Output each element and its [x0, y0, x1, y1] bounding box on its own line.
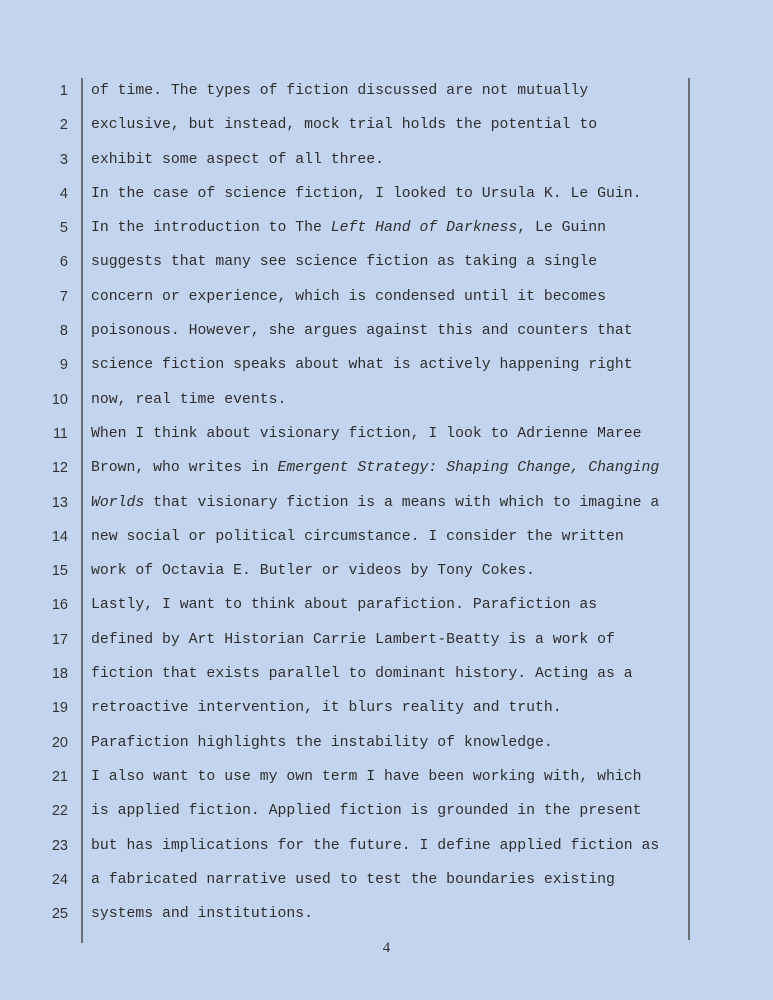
document-line: [0, 623, 773, 657]
document-line: [0, 417, 773, 451]
line-number: 19: [51, 700, 68, 717]
book-title: Emergent Strategy: Shaping Change, Changing: [277, 460, 660, 477]
document-line: [0, 554, 773, 588]
line-number: 12: [51, 460, 68, 477]
line-text: exclusive, but instead, mock trial holds the potential to: [91, 117, 598, 134]
document-line: [0, 897, 773, 931]
line-text: fiction that exists parallel to dominant history. Acting as a: [91, 666, 633, 683]
line-text: of time. The types of fiction discussed are not mutually: [91, 83, 589, 99]
line-number: 18: [51, 666, 68, 683]
document-line: [0, 760, 773, 794]
line-text: new social or political circumstance. I consider the written: [91, 528, 624, 545]
document-line: [0, 280, 773, 314]
document-line: [0, 794, 773, 828]
line-number: 9: [59, 357, 68, 374]
document-line: [0, 348, 773, 382]
document-line: [0, 691, 773, 725]
line-text: When I think about visionary fiction, I look to Adrienne Maree: [91, 425, 642, 442]
line-text: Brown, who writes in Emergent Strategy: Shaping Change, Changing: [91, 460, 660, 477]
line-text: Worlds that visionary fiction is a means with which to imagine a: [91, 494, 660, 511]
line-text: defined by Art Historian Carrie Lambert-Beatty is a work of: [91, 631, 615, 648]
line-number: 3: [59, 151, 68, 168]
line-number: 13: [51, 494, 68, 511]
line-number: 16: [51, 597, 68, 614]
line-text: but has implications for the future. I define applied fiction as: [91, 837, 660, 854]
document-line: [0, 211, 773, 245]
line-list: [0, 74, 773, 931]
document-line: [0, 829, 773, 863]
line-number: 15: [51, 563, 68, 580]
line-text: exhibit some aspect of all three.: [91, 151, 385, 168]
line-text: Lastly, I want to think about parafiction. Parafiction as: [91, 597, 598, 614]
line-number: 21: [51, 768, 68, 785]
line-number: 6: [59, 254, 68, 271]
line-text: systems and institutions.: [91, 906, 313, 923]
line-number: 22: [51, 803, 68, 820]
line-text: a fabricated narrative used to test the boundaries existing: [91, 871, 615, 888]
document-line: [0, 588, 773, 622]
line-number: 5: [59, 220, 68, 237]
line-text: is applied fiction. Applied fiction is grounded in the present: [91, 803, 642, 820]
line-text: poisonous. However, she argues against this and counters that: [91, 323, 633, 340]
line-text: work of Octavia E. Butler or videos by Tony Cokes.: [91, 563, 535, 580]
document-line: [0, 863, 773, 897]
line-number: 8: [59, 323, 68, 340]
line-number: 25: [51, 906, 68, 923]
document-line: [0, 314, 773, 348]
line-text: suggests that many see science fiction as taking a single: [91, 254, 598, 271]
book-title: Left Hand of Darkness: [330, 220, 518, 237]
document-line: [0, 245, 773, 279]
line-number: 7: [59, 288, 68, 305]
document-line: [0, 520, 773, 554]
line-text: In the introduction to The Left Hand of Darkness, Le Guinn: [91, 220, 607, 237]
document-line: [0, 143, 773, 177]
line-number: 23: [51, 837, 68, 854]
document-line: [0, 726, 773, 760]
document-line: [0, 177, 773, 211]
line-text: I also want to use my own term I have been working with, which: [91, 768, 642, 785]
document-line: [0, 108, 773, 142]
line-number: 17: [51, 631, 68, 648]
book-title: Worlds: [91, 494, 145, 511]
line-number: 14: [51, 528, 68, 545]
document-line: [0, 383, 773, 417]
line-number: 20: [51, 734, 68, 751]
line-text: concern or experience, which is condensed until it becomes: [91, 288, 607, 305]
page-number: 4: [382, 940, 391, 956]
line-text: retroactive intervention, it blurs reality and truth.: [91, 700, 562, 717]
line-text: now, real time events.: [91, 391, 287, 408]
line-text: In the case of science fiction, I looked to Ursula K. Le Guin.: [91, 185, 642, 202]
document-line: [0, 451, 773, 485]
line-number: 2: [59, 117, 68, 134]
line-text: science fiction speaks about what is actively happening right: [91, 357, 633, 374]
document-line: [0, 74, 773, 108]
line-number: 24: [51, 871, 68, 888]
document-line: [0, 486, 773, 520]
line-number: 4: [59, 185, 68, 202]
line-number: 11: [52, 425, 68, 442]
line-number: 1: [59, 83, 68, 99]
line-text: Parafiction highlights the instability of knowledge.: [91, 734, 553, 751]
document-line: [0, 657, 773, 691]
line-number: 10: [51, 391, 68, 408]
